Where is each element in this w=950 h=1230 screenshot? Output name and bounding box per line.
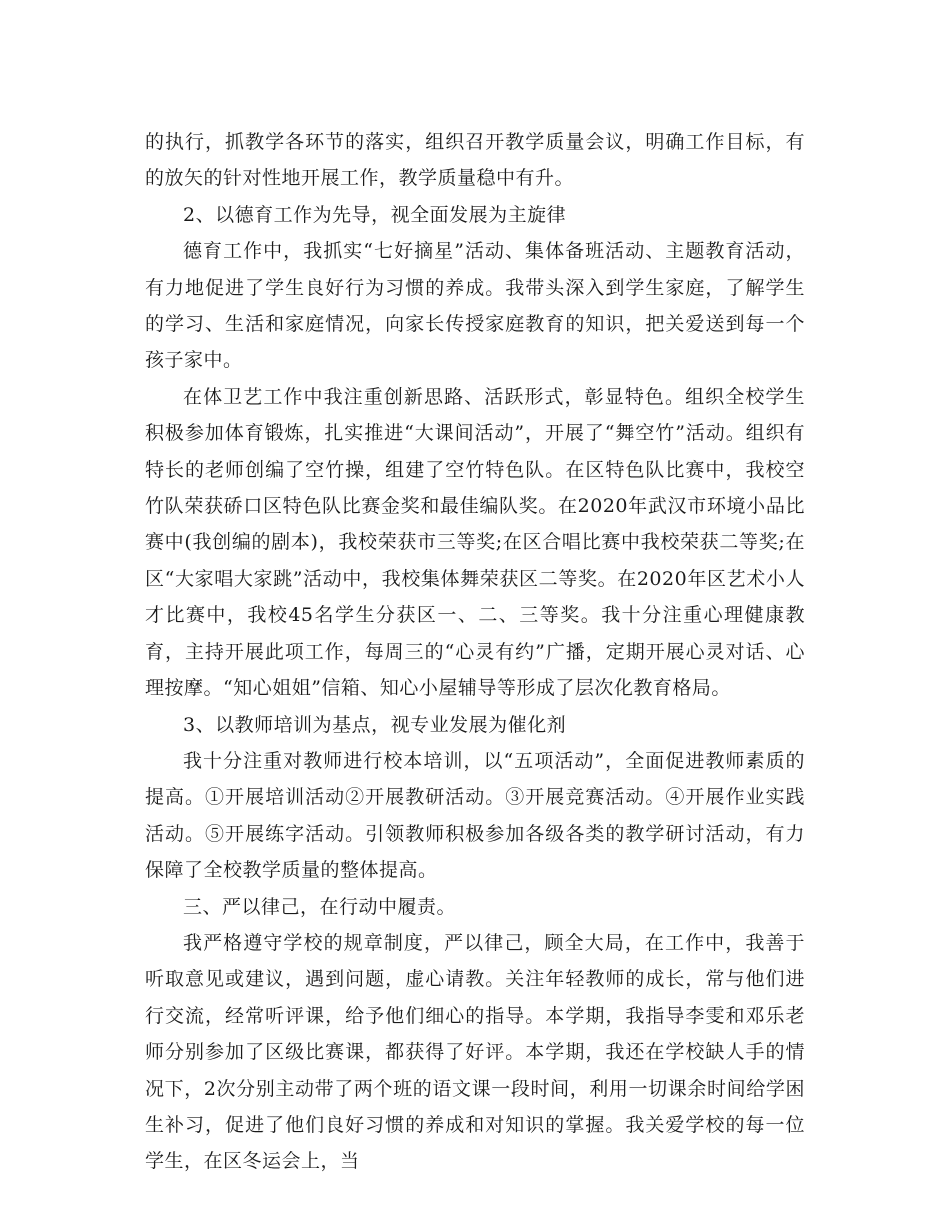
paragraph-continuation: 的执行，抓教学各环节的落实，组织召开教学质量会议，明确工作目标，有的放矢的针对性地开展工作，教学质量稳中有升。 [145,131,805,190]
paragraph-sports-arts: 在体卫艺工作中我注重创新思路、活跃形式，彰显特色。组织全校学生积极参加体育锻炼，扎实推进“大课间活动”，开展了“舞空竹”活动。组织有特长的老师创编了空竹操，组建了空竹特色队。在区特色队比赛中，我校空竹队荣获硚口区特色队比赛金奖和最佳编队奖。在2020年武汉市环境小品比赛中(我创编的剧本)，我校荣获市三等奖;在区合唱比赛中我校荣获二等奖;在区“大家唱大家跳”活动中，我校集体舞荣获区二等奖。在2020年区艺术小人才比赛中，我校45名学生分获区一、二、三等奖。我十分注重心理健康教育，主持开展此项工作，每周三的“心灵有约”广播，定期开展心灵对话、心理按摩。“知心姐姐”信箱、知心小屋辅导等形成了层次化教育格局。 [145,385,805,700]
paragraph-moral-education: 德育工作中，我抓实“七好摘星”活动、集体备班活动、主题教育活动，有力地促进了学生良好行为习惯的养成。我带头深入到学生家庭，了解学生的学习、生活和家庭情况，向家长传授家庭教育的知识，把关爱送到每一个孩子家中。 [145,240,805,372]
section-heading-self-discipline: 三、严以律己，在行动中履责。 [183,895,457,918]
section-heading-moral-education: 2、以德育工作为先导，视全面发展为主旋律 [183,203,567,226]
section-heading-teacher-training: 3、以教师培训为基点，视专业发展为催化剂 [183,713,567,736]
paragraph-teacher-training: 我十分注重对教师进行校本培训，以“五项活动”，全面促进教师素质的提高。①开展培训活动②开展教研活动。③开展竞赛活动。④开展作业实践活动。⑤开展练字活动。引领教师积极参加各级各类的教学研讨活动，有力保障了全校教学质量的整体提高。 [145,749,805,882]
paragraph-self-discipline: 我严格遵守学校的规章制度，严以律己，顾全大局，在工作中，我善于听取意见或建议，遇到问题，虚心请教。关注年轻教师的成长，常与他们进行交流，经常听评课，给予他们细心的指导。本学期，我指导李雯和邓乐老师分别参加了区级比赛课，都获得了好评。本学期，我还在学校缺人手的情况下，2次分别主动带了两个班的语文课一段时间，利用一切课余时间给学困生补习，促进了他们良好习惯的养成和对知识的掌握。我关爱学校的每一位学生，在区冬运会上，当 [145,931,805,1173]
document-body [145,124,805,1180]
